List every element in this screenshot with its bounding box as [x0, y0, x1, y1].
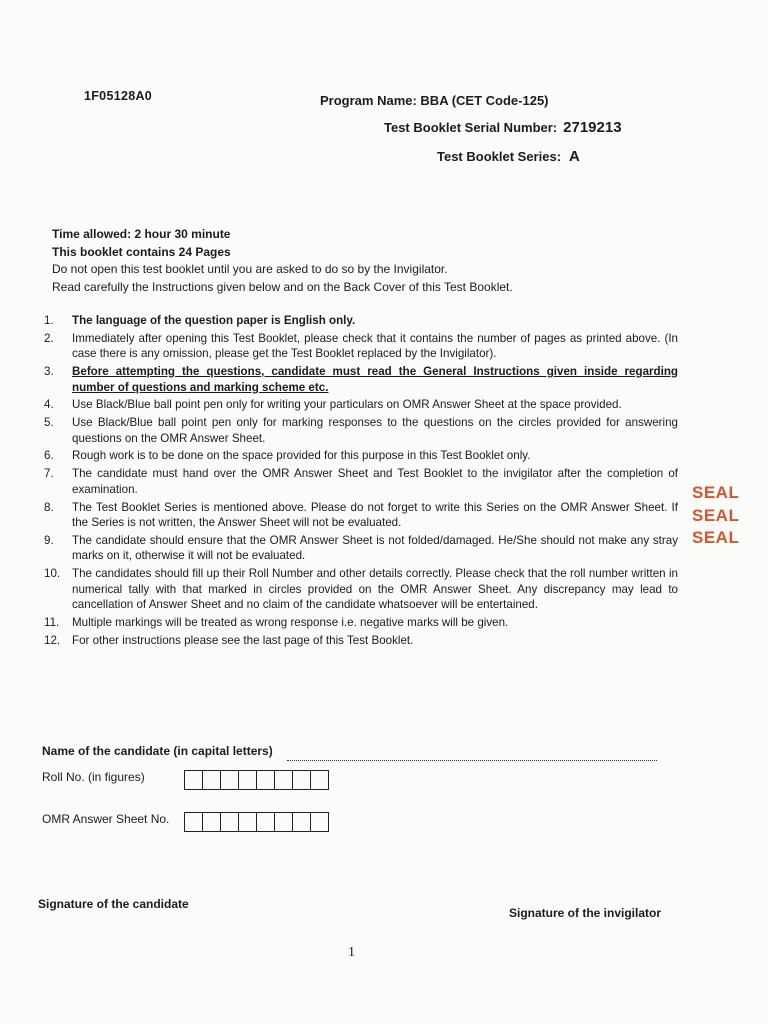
serial-number-value: 2719213 — [563, 119, 622, 136]
seal-stamp-1: SEAL — [692, 483, 740, 502]
instruction-text: Immediately after opening this Test Booklet, please check that it contains the number of pages as printed above. (In case there is any omission, please get the Test Booklet replaced by the Invigilator). — [72, 331, 678, 361]
instruction-text: Multiple markings will be treated as wrong response i.e. negative marks will be given. — [72, 615, 509, 629]
seal-stamp-2: SEAL — [692, 506, 740, 525]
omr-sheet-number-label: OMR Answer Sheet No. — [42, 812, 170, 826]
instruction-text: The candidates should fill up their Roll Number and other details correctly. Please check that the roll number written in numerical tally with that marked in circles provided on the OMR Answer Sheet. Any discrepancy may lead to cancellation of Answer Sheet and no claim of the candidate whatsoever will be entertained. — [72, 567, 678, 612]
instruction-item — [44, 397, 678, 413]
instruction-text: The language of the question paper is English only. — [72, 314, 356, 327]
program-name: Program Name: BBA (CET Code-125) — [320, 93, 549, 108]
digit-box[interactable] — [275, 813, 293, 831]
booklet-series — [437, 148, 580, 165]
digit-box[interactable] — [185, 771, 203, 789]
candidate-signature-label: Signature of the candidate — [38, 897, 189, 911]
instruction-item — [44, 313, 678, 329]
invigilator-signature-label: Signature of the invigilator — [509, 906, 662, 920]
time-allowed: Time allowed: 2 hour 30 minute — [52, 227, 231, 241]
roll-number-label: Roll No. (in figures) — [42, 770, 145, 784]
serial-number-label: Test Booklet Serial Number: — [384, 120, 558, 135]
instructions-list — [44, 313, 678, 651]
digit-box[interactable] — [293, 813, 311, 831]
digit-box[interactable] — [293, 771, 311, 789]
instruction-text: Before attempting the questions, candidate must read the General Instructions given inside regarding number of questions and marking scheme etc. — [72, 365, 678, 394]
instruction-number: 10. — [44, 567, 61, 581]
instruction-number: 2. — [44, 331, 54, 345]
intro-block — [52, 226, 513, 296]
instruction-text: The candidate must hand over the OMR Answer Sheet and Test Booklet to the invigilator after the completion of examination. — [72, 467, 678, 496]
instruction-item — [44, 615, 678, 631]
digit-box[interactable] — [311, 771, 328, 789]
instruction-number: 11. — [44, 615, 60, 629]
instruction-number: 12. — [44, 633, 61, 647]
digit-box[interactable] — [203, 771, 221, 789]
instruction-number: 9. — [44, 533, 54, 547]
instruction-text: Use Black/Blue ball point pen only for marking responses to the questions on the circles provided for answering questions on the OMR Answer Sheet. — [72, 416, 678, 445]
digit-box[interactable] — [203, 813, 221, 831]
digit-box[interactable] — [221, 771, 239, 789]
booklet-series-label: Test Booklet Series: — [437, 149, 562, 164]
instruction-item — [44, 466, 678, 497]
intro-line-1: Do not open this test booklet until you are asked to do so by the Invigilator. — [52, 262, 448, 276]
instruction-number: 8. — [44, 500, 54, 514]
instruction-item — [44, 415, 678, 446]
instruction-text: Rough work is to be done on the space provided for this purpose in this Test Booklet only. — [72, 449, 531, 463]
roll-number-boxes[interactable] — [184, 770, 329, 790]
digit-box[interactable] — [221, 813, 239, 831]
instruction-item — [44, 566, 678, 613]
serial-number — [384, 119, 622, 136]
digit-box[interactable] — [257, 771, 275, 789]
instruction-item — [44, 331, 678, 362]
page-count: This booklet contains 24 Pages — [52, 244, 231, 259]
instruction-item — [44, 448, 678, 464]
omr-sheet-number-boxes[interactable] — [184, 812, 329, 832]
instruction-number: 4. — [44, 398, 54, 412]
instruction-number: 7. — [44, 467, 54, 481]
digit-box[interactable] — [275, 771, 293, 789]
instruction-number: 5. — [44, 416, 54, 430]
instruction-item — [44, 500, 678, 531]
instruction-item — [44, 633, 678, 649]
instruction-number: 1. — [44, 314, 54, 327]
intro-line-2: Read carefully the Instructions given below and on the Back Cover of this Test Booklet. — [52, 279, 513, 294]
instruction-number: 3. — [44, 365, 54, 379]
instruction-text: The candidate should ensure that the OMR Answer Sheet is not folded/damaged. He/She should not make any stray marks on it, otherwise it will not be evaluated. — [72, 533, 678, 563]
digit-box[interactable] — [239, 813, 257, 831]
digit-box[interactable] — [257, 813, 275, 831]
booklet-series-value: A — [569, 148, 580, 165]
booklet-code: 1F05128A0 — [84, 89, 153, 103]
candidate-name-field[interactable] — [287, 760, 657, 761]
instruction-item — [44, 533, 678, 564]
digit-box[interactable] — [311, 813, 328, 831]
instruction-text: Use Black/Blue ball point pen only for writing your particulars on OMR Answer Sheet at the space provided. — [72, 398, 622, 412]
digit-box[interactable] — [239, 771, 257, 789]
instruction-number: 6. — [44, 449, 54, 463]
digit-box[interactable] — [185, 813, 203, 831]
page-number: 1 — [348, 945, 355, 960]
instruction-text: For other instructions please see the last page of this Test Booklet. — [72, 633, 414, 647]
candidate-name-label: Name of the candidate (in capital letters) — [42, 744, 273, 758]
seal-stamp-3: SEAL — [692, 528, 740, 547]
instruction-item — [44, 364, 678, 395]
instruction-text: The Test Booklet Series is mentioned above. Please do not forget to write this Series on the OMR Answer Sheet. If the Series is not written, the Answer Sheet will not be evaluated. — [72, 500, 678, 530]
